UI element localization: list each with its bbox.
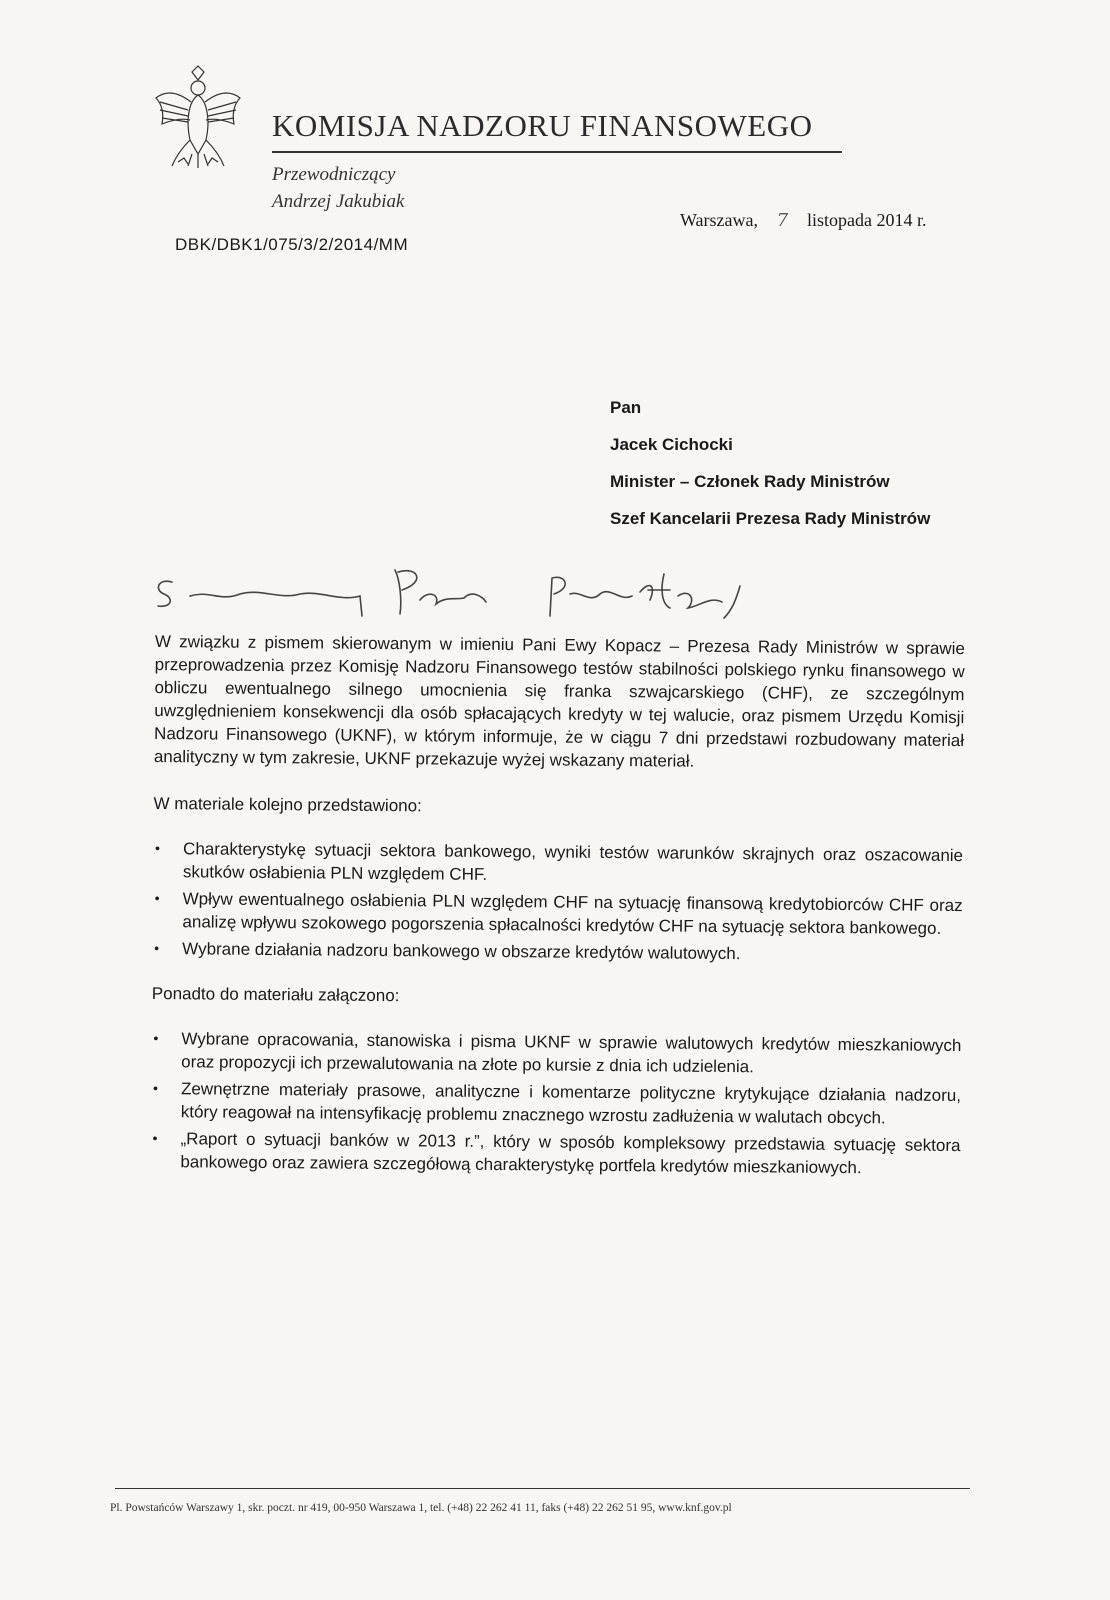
list-item: • Wybrane działania nadzoru bankowego w obszarze kredytów walutowych.: [152, 937, 962, 967]
list-item: • Wpływ ewentualnego osłabienia PLN względem CHF na sytuację finansową kredytobiorców CHF oraz analizę wpływu szokowego pogorszenia spłacalności kredytów CHF na sytuację sektora bankowego.: [152, 887, 962, 940]
list-item: • Charakterystykę sytuacji sektora bankowego, wyniki testów warunków skrajnych oraz oszacowanie skutków osłabienia PLN względem CHF.: [153, 837, 963, 890]
section-1-heading: W materiale kolejno przedstawiono:: [153, 793, 422, 816]
recipient-name: Jacek Cichocki: [610, 435, 733, 454]
list-item: • „Raport o sytuacji banków w 2013 r.”, który w sposób kompleksowy przedstawia sytuację sektora bankowego oraz zawiera szczegółową charakterystykę portfela kredytów mieszkaniowych.: [150, 1127, 960, 1180]
footer-divider: [115, 1488, 970, 1489]
list-item: • Zewnętrzne materiały prasowe, analityczne i komentarze polityczne krytykujące działania nadzoru, który reagował na intensyfikację problemu znacznego wzrostu zadłużenia w walutach obcych.: [151, 1077, 961, 1130]
date-day: 7: [776, 210, 789, 231]
bullet-icon: •: [152, 1129, 158, 1147]
section-2-heading: Ponadto do materiału załączono:: [151, 983, 400, 1006]
date-line: [680, 210, 927, 231]
bullet-icon: •: [153, 1030, 159, 1047]
reference-number: DBK/DBK1/075/3/2/2014/MM: [175, 235, 409, 254]
section-2-list: [150, 1027, 961, 1180]
recipient-block: [610, 395, 930, 543]
header-divider: [272, 151, 842, 153]
organization-name: KOMISJA NADZORU FINANSOWEGO: [272, 108, 813, 143]
footer-address: Pl. Powstańców Warszawy 1, skr. poczt. nr 419, 00-950 Warszawa 1, tel. (+48) 22 262 41 11, faks (+48) 22 262 51 95, www.knf.gov.pl: [110, 1502, 732, 1514]
letter-body: [150, 630, 965, 1202]
handwritten-salutation: [150, 560, 810, 630]
bullet-icon: •: [154, 890, 160, 907]
chair-name: Andrzej Jakubiak: [272, 191, 405, 212]
recipient-title-2: Szef Kancelarii Prezesa Rady Ministrów: [610, 509, 931, 528]
bullet-icon: •: [152, 1080, 158, 1097]
date-rest: listopada 2014 r.: [807, 210, 927, 230]
bullet-icon: •: [154, 940, 160, 957]
intro-paragraph: W związku z pismem skierowanym w imieniu Pani Ewy Kopacz – Prezesa Rady Ministrów w sprawie przeprowadzenia przez Komisję Nadzoru Finansowego testów stabilności polskiego rynku finansowego w obliczu ewentualnego silnego umocnienia się franka szwajcarskiego (CHF), ze szczególnym uwzględnieniem konsekwencji dla osób spłacających kredyty w tej walucie, oraz pismem Urzędu Komisji Nadzoru Finansowego (UKNF), w którym informuje, że w ciągu 7 dni przedstawi rozbudowany materiał analityczny w tym zakresie, UKNF przekazuje wyżej wskazany materiał.: [153, 631, 965, 771]
polish-eagle-emblem: [148, 62, 248, 174]
section-1-list: [152, 837, 963, 967]
recipient-salutation-word: Pan: [610, 398, 642, 417]
list-item: • Wybrane opracowania, stanowiska i pisma UKNF w sprawie walutowych kredytów mieszkaniowych oraz propozycji ich przewalutowania na złote po kursie z dnia ich udzielenia.: [151, 1027, 961, 1080]
recipient-title-1: Minister – Członek Rady Ministrów: [610, 472, 890, 491]
date-city: Warszawa,: [680, 210, 759, 230]
bullet-icon: •: [155, 840, 161, 857]
chair-role: Przewodniczący: [272, 164, 396, 185]
